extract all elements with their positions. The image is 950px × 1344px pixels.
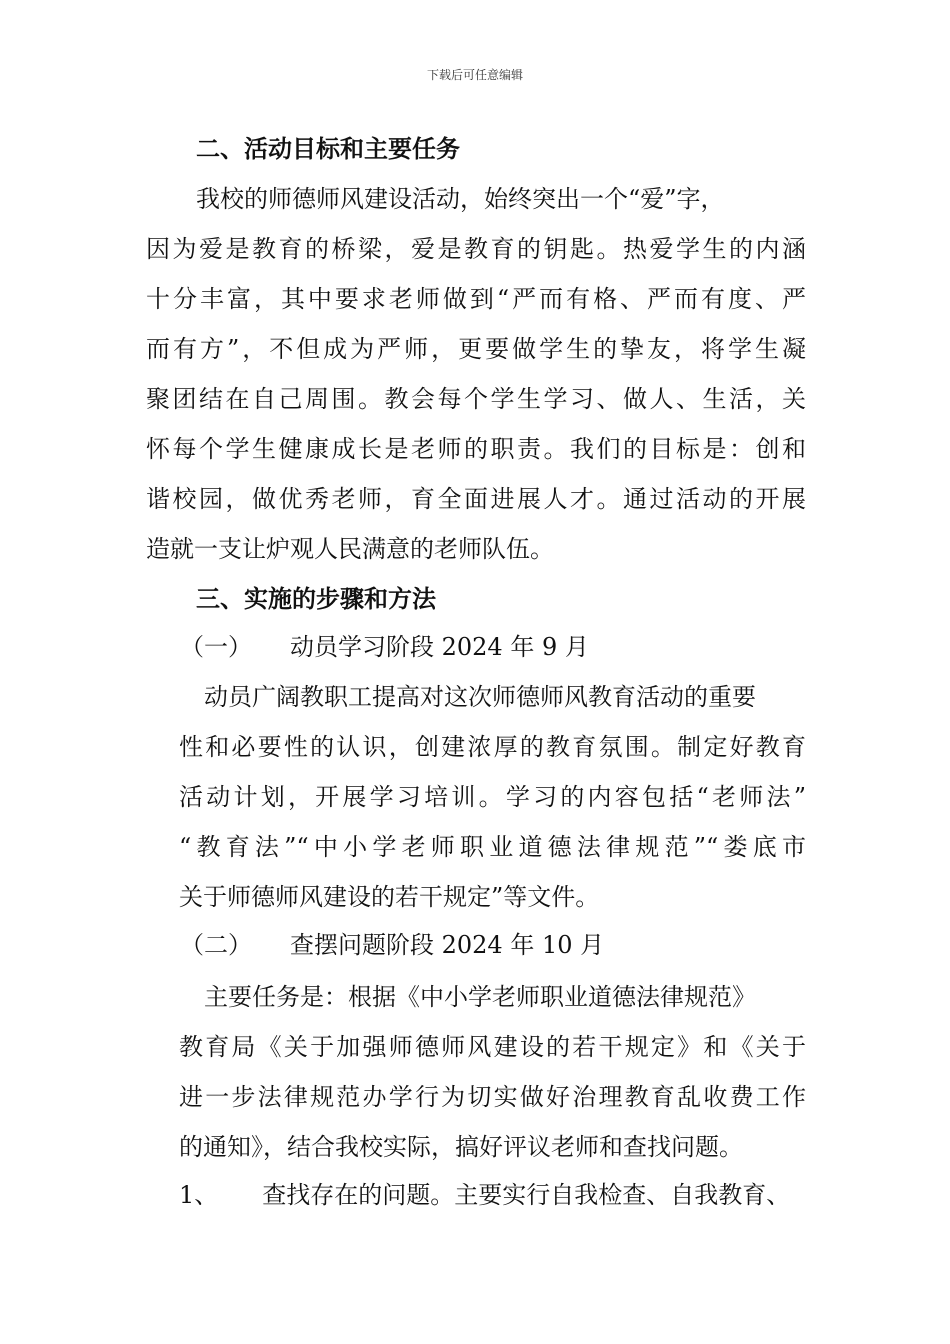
stage-1-line-5: 关于师德师风建设的若干规定”等文件。 <box>179 883 600 911</box>
stage-2-line-4: 的通知》，结合我校实际，搞好评议老师和查找问题。 <box>179 1133 743 1161</box>
section-2-line-3: 十分丰富，其中要求老师做到“严而有格、严而有度、严 <box>146 285 806 313</box>
stage-2-line-2: 教育局《关于加强师德师风建设的若干规定》和《关于 <box>179 1033 806 1061</box>
section-2-line-5: 聚团结在自己周围。教会每个学生学习、做人、生活，关 <box>146 385 806 413</box>
stage-1-title: 动员学习阶段 2024 年 9 月 <box>290 633 589 661</box>
stage-2-title: 查摆问题阶段 2024 年 10 月 <box>290 931 605 959</box>
stage-1-line-2: 性和必要性的认识，创建浓厚的教育氛围。制定好教育 <box>179 733 806 761</box>
section-2-line-2: 因为爱是教育的桥梁，爱是教育的钥匙。热爱学生的内涵 <box>146 235 806 263</box>
stage-1-line-4: “教育法”“中小学老师职业道德法律规范”“娄底市 <box>179 833 806 861</box>
section-2-heading: 二、活动目标和主要任务 <box>196 135 460 163</box>
page-header-note: 下载后可任意编辑 <box>426 68 523 82</box>
stage-2-line-1: 主要任务是：根据《中小学老师职业道德法律规范》 <box>204 983 756 1011</box>
stage-2-number: （二） <box>180 931 252 959</box>
stage-1-number: （一） <box>180 633 252 661</box>
stage-2-heading <box>180 930 604 960</box>
item-1 <box>179 1180 790 1210</box>
stage-1-line-1: 动员广阔教职工提高对这次师德师风教育活动的重要 <box>204 683 756 711</box>
section-2-line-7: 谐校园，做优秀老师，育全面进展人才。通过活动的开展 <box>146 485 806 513</box>
section-3-heading: 三、实施的步骤和方法 <box>196 585 436 613</box>
section-2-line-8: 造就一支让炉观人民满意的老师队伍。 <box>146 535 554 563</box>
section-2-line-6: 怀每个学生健康成长是老师的职责。我们的目标是：创和 <box>146 435 806 463</box>
stage-1-heading <box>180 632 589 662</box>
item-1-number: 1、 <box>179 1181 219 1209</box>
section-2-line-1: 我校的师德师风建设活动，始终突出一个“爱”字， <box>196 185 725 213</box>
stage-2-line-3: 进一步法律规范办学行为切实做好治理教育乱收费工作 <box>179 1083 806 1111</box>
stage-1-line-3: 活动计划，开展学习培训。学习的内容包括“老师法” <box>179 783 806 811</box>
section-2-line-4: 而有方”，不但成为严师，更要做学生的挚友，将学生凝 <box>146 335 806 363</box>
item-1-text: 查找存在的问题。主要实行自我检查、自我教育、 <box>262 1181 791 1209</box>
